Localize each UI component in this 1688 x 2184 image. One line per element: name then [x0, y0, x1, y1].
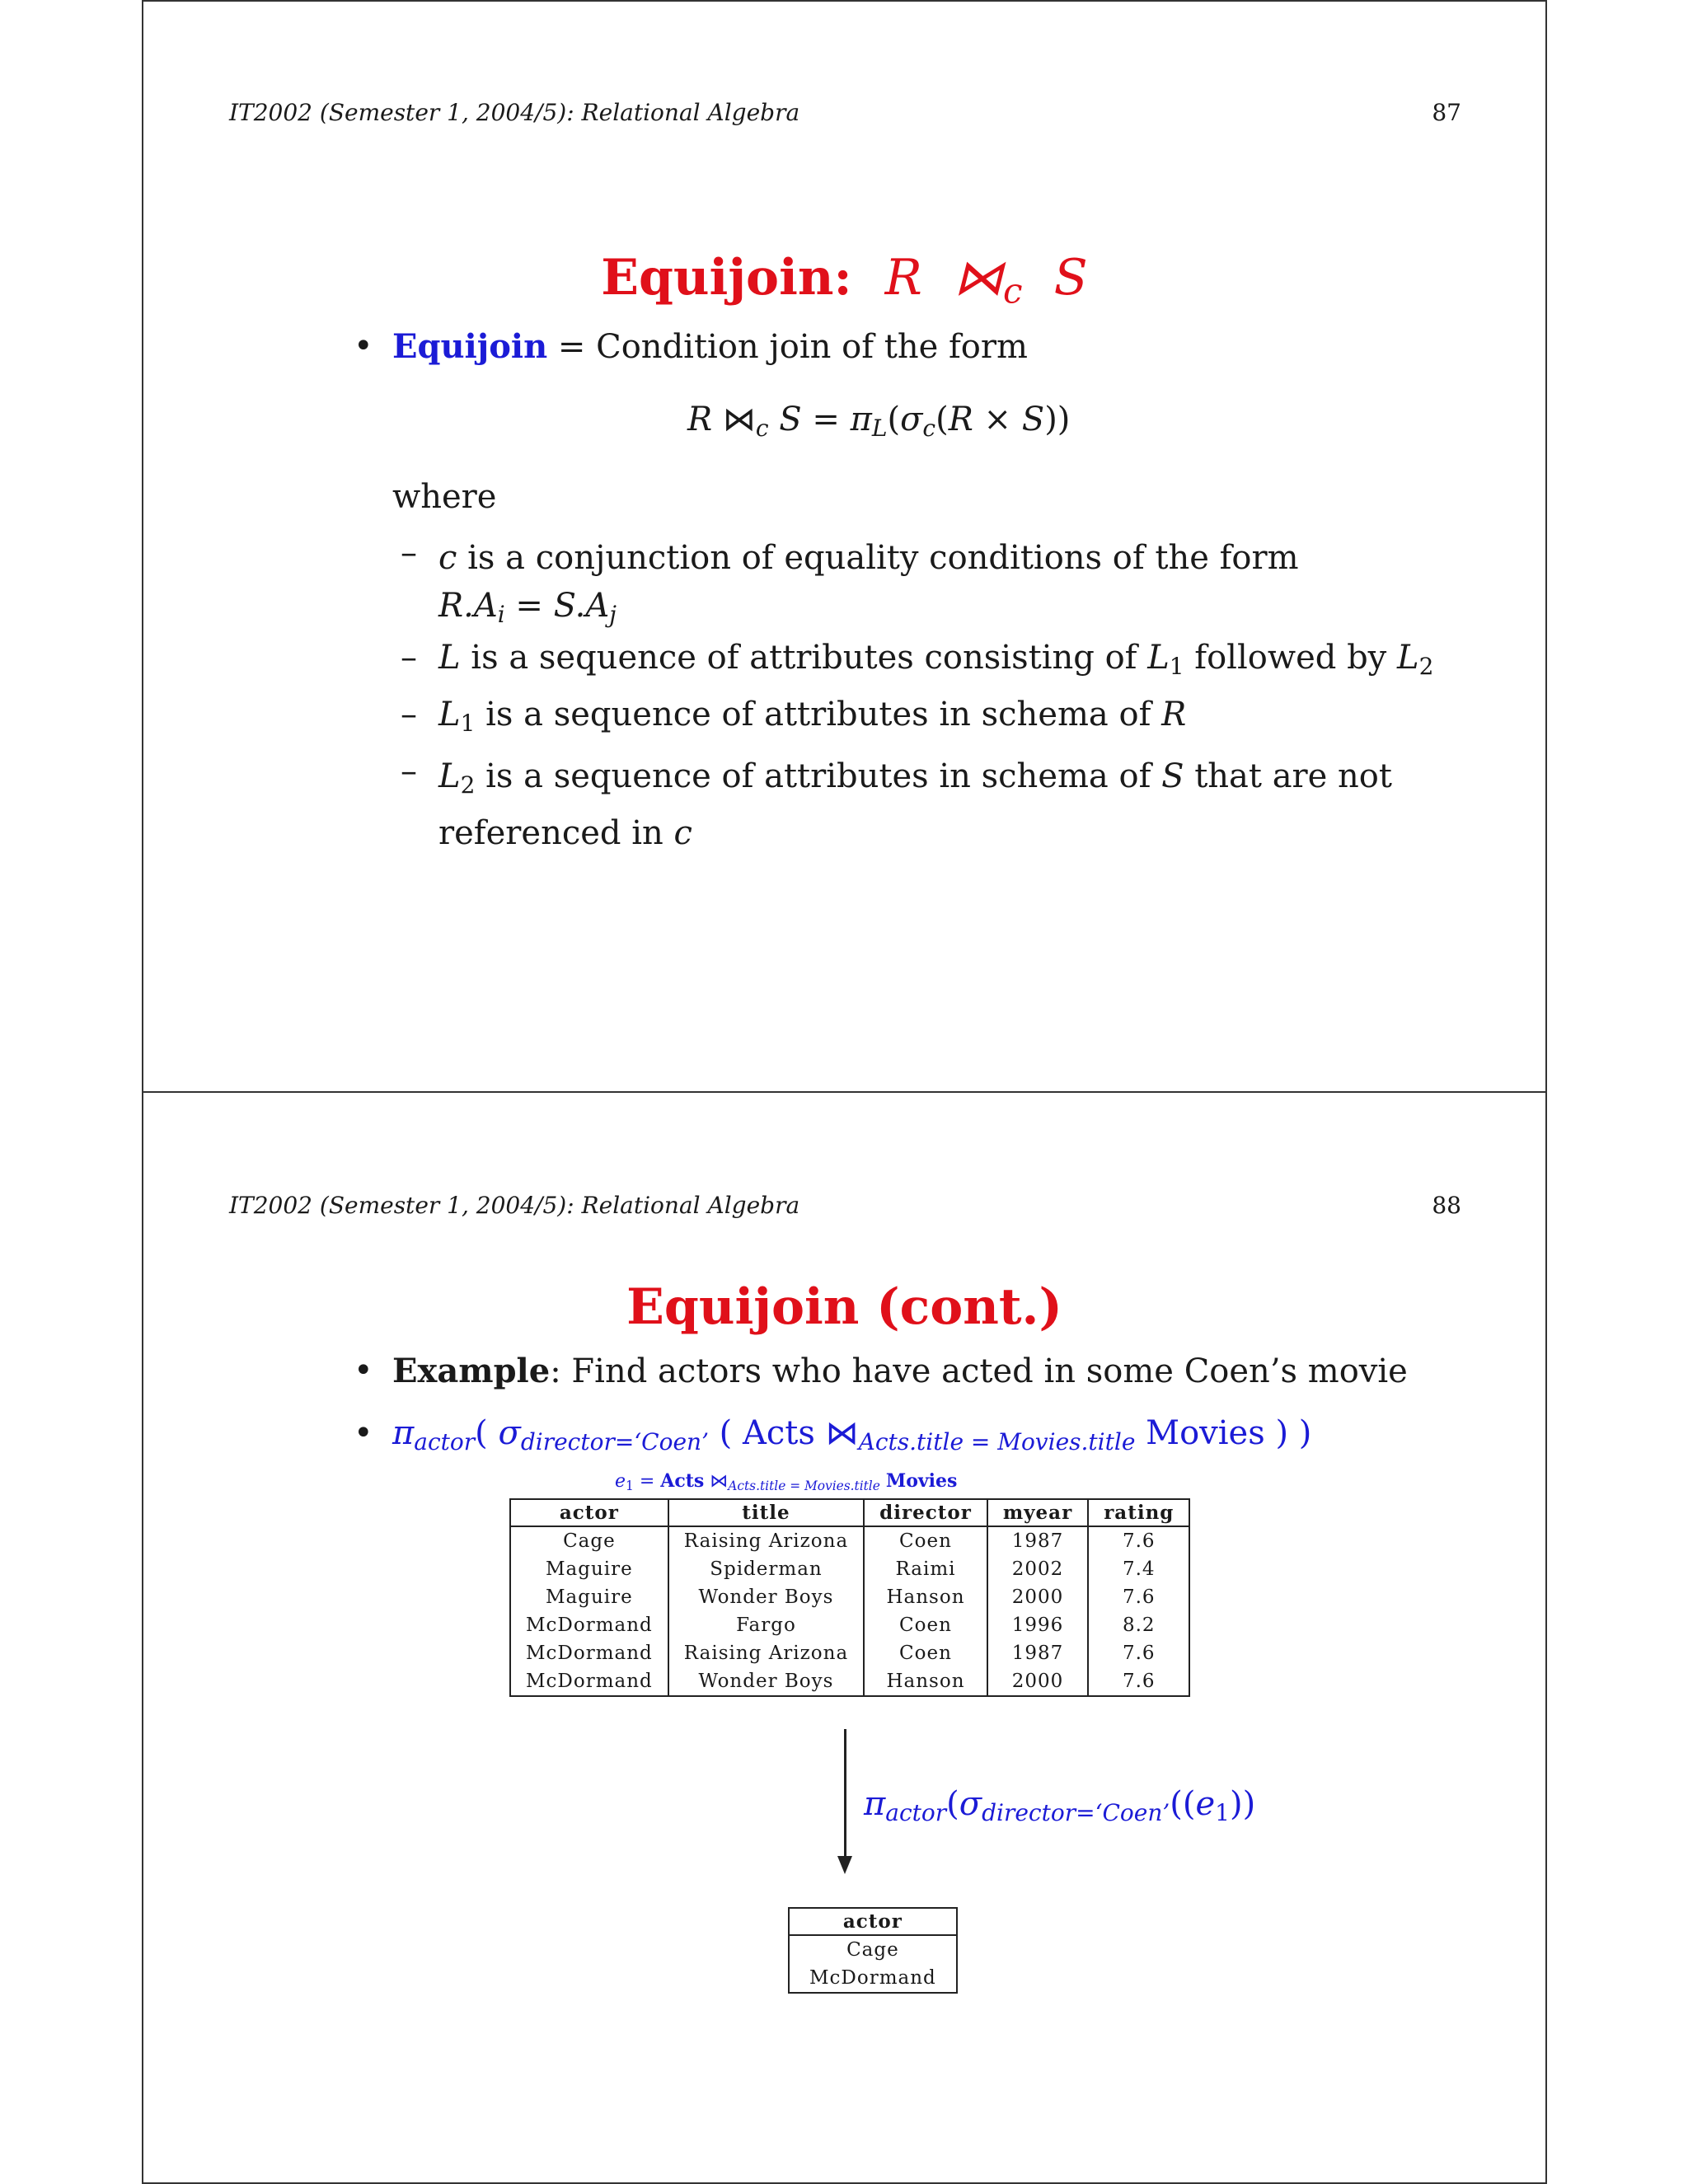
table-header-row — [789, 1908, 957, 1935]
table-cell: 2002 — [987, 1555, 1088, 1583]
title-word: Equijoin: — [601, 249, 852, 307]
where-label: where — [392, 478, 497, 516]
table-cell: 7.6 — [1088, 1667, 1189, 1696]
table-cell: Hanson — [864, 1583, 987, 1611]
column-header: actor — [510, 1499, 668, 1526]
table-cell: Spiderman — [668, 1555, 864, 1583]
table-cell: Coen — [864, 1526, 987, 1555]
term-equijoin: Equijoin — [392, 327, 548, 366]
table-row — [510, 1667, 1189, 1696]
arrow-label: $\pi_{actor}(\sigma_{director=‘Coen’}((e_1))$ — [864, 1785, 1256, 1826]
column-header: actor — [789, 1908, 957, 1935]
table-cell: Coen — [864, 1611, 987, 1639]
table-cell: Coen — [864, 1639, 987, 1667]
table-cell: 7.6 — [1088, 1583, 1189, 1611]
table-cell: Maguire — [510, 1555, 668, 1583]
dash: – — [401, 534, 417, 572]
table-cell: McDormand — [510, 1611, 668, 1639]
column-header: director — [864, 1499, 987, 1526]
column-header: myear — [987, 1499, 1088, 1526]
table-cell: Cage — [789, 1935, 957, 1964]
table-cell: Wonder Boys — [668, 1667, 864, 1696]
definition-text: = Condition join of the form — [557, 328, 1028, 366]
table-row — [510, 1639, 1189, 1667]
list-item-2: L is a sequence of attributes consisting of $L_1$ followed by $L_2$ — [438, 639, 1434, 680]
table-row — [510, 1611, 1189, 1639]
example-text: : Find actors who have acted in some Coen’s movie — [550, 1352, 1408, 1390]
table-row — [510, 1526, 1189, 1555]
table-row — [510, 1583, 1189, 1611]
column-header: title — [668, 1499, 864, 1526]
dash: – — [401, 696, 417, 733]
bullet-equijoin — [392, 327, 1028, 366]
expression: $\pi_{actor}$( $\sigma_{director=‘Coen’}$ ( Acts $⋈_{Acts.title = Movies.title}$ Movies ) ) — [392, 1414, 1312, 1455]
slide-header: IT2002 (Semester 1, 2004/5): Relational Algebra — [229, 99, 800, 126]
page-number: 87 — [1432, 99, 1461, 126]
list-item-4: $L_2$ is a sequence of attributes in schema of S that are not referenced in c — [438, 757, 1392, 852]
table-cell: McDormand — [789, 1964, 957, 1993]
dash: – — [401, 752, 417, 790]
slide-88 — [142, 1091, 1547, 2184]
list-item-1: c is a conjunction of equality conditions of the form $R.A_i = S.A_j$ — [438, 539, 1299, 628]
down-arrow-shaft — [844, 1729, 846, 1861]
table-row — [789, 1935, 957, 1964]
bullet-dot: • — [354, 1352, 373, 1390]
down-arrow-icon — [837, 1856, 852, 1874]
slide-87 — [142, 0, 1547, 1093]
bullet-dot: • — [354, 1414, 373, 1452]
table-cell: 2000 — [987, 1667, 1088, 1696]
slide-header: IT2002 (Semester 1, 2004/5): Relational Algebra — [229, 1192, 800, 1219]
title-math: R $⋈_c$ S — [869, 249, 1088, 312]
table-row — [510, 1555, 1189, 1583]
join-result-table — [509, 1498, 1190, 1697]
table-row — [789, 1964, 957, 1993]
table-cell: Cage — [510, 1526, 668, 1555]
table-cell: 1996 — [987, 1611, 1088, 1639]
dash: – — [401, 639, 417, 677]
table-cell: 2000 — [987, 1583, 1088, 1611]
example-label: Example — [392, 1352, 551, 1390]
slide-title: Equijoin (cont.) — [626, 1278, 1062, 1336]
column-header: rating — [1088, 1499, 1189, 1526]
table-cell: Fargo — [668, 1611, 864, 1639]
table-cell: Raimi — [864, 1555, 987, 1583]
formula: R $⋈_c$ $S = \pi_L(\sigma_c(R \times S))$ — [687, 401, 1071, 442]
slide-title — [143, 249, 1545, 312]
table-cell: 1987 — [987, 1526, 1088, 1555]
table-cell: 8.2 — [1088, 1611, 1189, 1639]
table-cell: Maguire — [510, 1583, 668, 1611]
page-number: 88 — [1432, 1192, 1461, 1219]
e1-caption: $e_1$ = Acts $⋈_{Acts.title = Movies.title}$ Movies — [615, 1470, 958, 1493]
bullet-example — [392, 1352, 1408, 1390]
table-cell: Hanson — [864, 1667, 987, 1696]
table-cell: Raising Arizona — [668, 1526, 864, 1555]
bullet-dot: • — [354, 327, 373, 365]
projection-result-table — [788, 1907, 958, 1994]
table-cell: 7.6 — [1088, 1526, 1189, 1555]
table-cell: McDormand — [510, 1639, 668, 1667]
list-item-3: $L_1$ is a sequence of attributes in schema of R — [438, 696, 1187, 737]
table-cell: 7.6 — [1088, 1639, 1189, 1667]
table-cell: Wonder Boys — [668, 1583, 864, 1611]
table-cell: 7.4 — [1088, 1555, 1189, 1583]
table-cell: 1987 — [987, 1639, 1088, 1667]
table-cell: McDormand — [510, 1667, 668, 1696]
table-header-row — [510, 1499, 1189, 1526]
table-cell: Raising Arizona — [668, 1639, 864, 1667]
